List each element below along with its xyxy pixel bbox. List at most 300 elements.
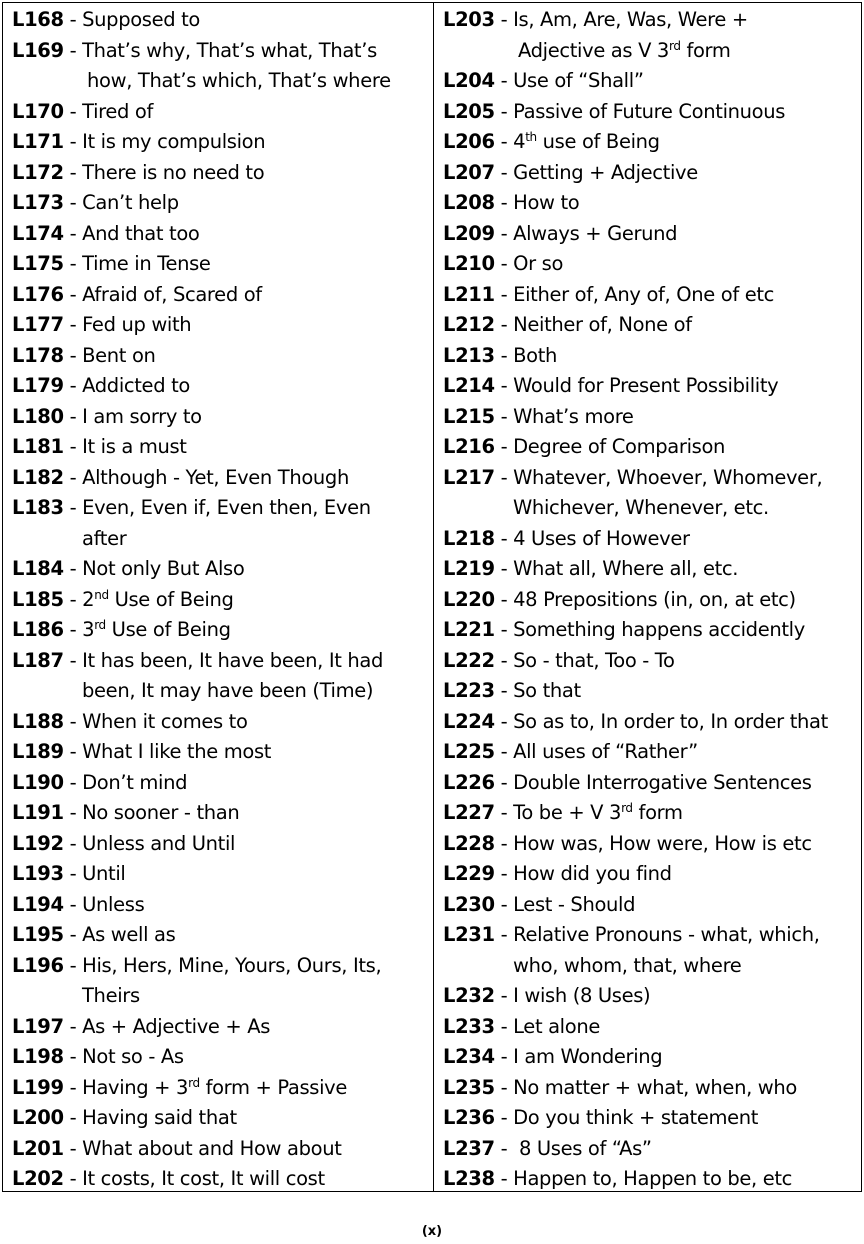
lesson-code: L185 [12, 587, 64, 611]
topic-text: 4 [513, 130, 526, 153]
topic-text: To be + V 3 [513, 801, 622, 824]
index-entry [443, 768, 861, 799]
entry-line [12, 1073, 433, 1104]
lesson-code: L235 [443, 1075, 495, 1099]
index-entry [443, 371, 861, 402]
topic-text: use of Being [536, 130, 660, 153]
lesson-code: L232 [443, 984, 495, 1007]
entry-line [12, 798, 433, 829]
entry-line [12, 737, 433, 768]
lesson-code: L183 [12, 496, 64, 519]
index-entry [443, 1164, 861, 1195]
index-entry [12, 310, 433, 341]
separator: - [63, 1136, 83, 1160]
index-entry [443, 463, 861, 524]
lesson-code: L220 [443, 587, 495, 611]
separator: - [63, 709, 83, 733]
lesson-code: L234 [443, 1045, 495, 1068]
entry-continuation-line [443, 36, 861, 67]
lesson-code: L214 [443, 374, 495, 397]
entry-line [443, 1103, 861, 1134]
entry-line [443, 646, 861, 677]
topic-text: Afraid of, Scared of [82, 282, 262, 306]
entry-line [12, 554, 433, 585]
separator: - [63, 404, 83, 428]
lesson-code: L238 [443, 1167, 495, 1190]
lesson-code: L199 [12, 1075, 64, 1099]
lesson-code: L178 [12, 343, 64, 367]
lesson-code: L211 [443, 282, 495, 306]
topic-text: All uses of “Rather” [513, 740, 698, 763]
topic-text: It costs, It cost, It will cost [82, 1167, 325, 1190]
entry-line [443, 615, 861, 646]
topic-text: How was, How were, How is etc [513, 831, 812, 855]
separator: - [63, 740, 83, 763]
index-entry [12, 1073, 433, 1104]
index-entry [443, 981, 861, 1012]
entry-line [443, 554, 861, 585]
lesson-code: L201 [12, 1136, 64, 1160]
entry-line [443, 859, 861, 890]
index-entry [12, 127, 433, 158]
topic-text: form [680, 38, 731, 62]
entry-line [443, 402, 861, 433]
index-entry [12, 737, 433, 768]
separator: - [63, 1045, 83, 1068]
lesson-code: L196 [12, 953, 64, 977]
index-entry [443, 1134, 861, 1165]
index-entry [12, 920, 433, 951]
topic-text: Whatever, Whoever, Whomever, [513, 465, 823, 489]
topic-text: Relative Pronouns - what, which, [513, 923, 820, 946]
lesson-code: L223 [443, 679, 495, 702]
index-entry [12, 585, 433, 616]
topic-text: Unless [82, 892, 145, 916]
separator: - [494, 435, 514, 458]
ordinal-suffix: nd [94, 587, 109, 602]
separator: - [494, 862, 514, 885]
topic-text: Always + Gerund [513, 221, 678, 245]
lesson-code: L224 [443, 709, 495, 733]
entry-line [12, 859, 433, 890]
separator: - [494, 343, 514, 367]
entry-line [443, 219, 861, 250]
ordinal-suffix: rd [94, 618, 106, 632]
separator: - [494, 465, 514, 489]
separator: - [63, 343, 83, 367]
entry-continuation-line [12, 676, 433, 707]
separator: - [63, 221, 83, 245]
index-entry [12, 554, 433, 585]
index-entry [443, 66, 861, 97]
lesson-code: L181 [12, 435, 64, 458]
topic-text: Something happens accidently [513, 618, 805, 641]
index-entry [12, 890, 433, 921]
index-column-left [3, 3, 434, 1191]
separator: - [63, 923, 83, 946]
entry-line [443, 798, 861, 829]
entry-line [443, 890, 861, 921]
entry-continuation-line [12, 66, 433, 97]
index-entry [12, 1164, 433, 1195]
index-entry [12, 432, 433, 463]
separator: - [494, 923, 514, 946]
topic-text: No matter + what, when, who [513, 1075, 797, 1099]
entry-line [12, 646, 433, 677]
separator: - [63, 801, 83, 824]
index-entry [443, 798, 861, 829]
entry-line [12, 951, 433, 982]
entry-line [12, 1012, 433, 1043]
lesson-code: L233 [443, 1014, 495, 1038]
index-entry [12, 188, 433, 219]
lesson-code: L229 [443, 862, 495, 885]
page-number: (x) [421, 1224, 443, 1239]
entry-line [12, 188, 433, 219]
entry-line [443, 768, 861, 799]
topic-text: It has been, It have been, It had [82, 648, 384, 672]
separator: - [494, 252, 514, 275]
index-entry [12, 1134, 433, 1165]
separator: - [494, 679, 514, 702]
lesson-code: L187 [12, 648, 64, 672]
topic-text: after [82, 526, 127, 550]
entry-line [12, 97, 433, 128]
entry-continuation-line [443, 951, 861, 982]
lesson-code: L212 [443, 313, 495, 336]
separator: - [494, 526, 514, 550]
topic-text: been, It may have been (Time) [82, 679, 374, 702]
entry-line [443, 676, 861, 707]
entry-line [12, 341, 433, 372]
topic-text: Bent on [82, 343, 156, 367]
separator: - [63, 99, 83, 123]
topic-text: Until [82, 862, 126, 885]
index-entry [12, 798, 433, 829]
entry-line [443, 371, 861, 402]
separator: - [63, 252, 83, 275]
topic-text: I wish (8 Uses) [513, 984, 651, 1007]
index-entry [443, 829, 861, 860]
entry-line [443, 432, 861, 463]
lesson-code: L168 [12, 8, 64, 31]
separator: - [63, 1014, 83, 1038]
separator: - [63, 831, 83, 855]
lesson-code: L171 [12, 130, 64, 153]
entry-line [443, 463, 861, 494]
lesson-code: L203 [443, 8, 495, 31]
lesson-code: L184 [12, 557, 64, 580]
topic-text: His, Hers, Mine, Yours, Ours, Its, [82, 953, 382, 977]
separator: - [63, 160, 83, 184]
lesson-code: L193 [12, 862, 64, 885]
separator: - [63, 8, 83, 31]
ordinal-suffix: rd [621, 801, 633, 815]
lesson-code: L216 [443, 435, 495, 458]
lesson-code: L209 [443, 221, 495, 245]
index-entry [12, 768, 433, 799]
separator: - [63, 1106, 83, 1129]
topic-text: Even, Even if, Even then, Even [82, 496, 371, 519]
index-entry [12, 463, 433, 494]
separator: - [63, 892, 83, 916]
entry-line [12, 1134, 433, 1165]
lesson-code: L170 [12, 99, 64, 123]
separator: - [63, 770, 83, 794]
entry-line [12, 280, 433, 311]
separator: - [494, 99, 514, 123]
lesson-code: L205 [443, 99, 495, 123]
topic-text: I am sorry to [82, 404, 202, 428]
separator: - [494, 770, 514, 794]
entry-line [12, 1103, 433, 1134]
topic-text: Don’t mind [82, 770, 188, 794]
lesson-code: L188 [12, 709, 64, 733]
separator: - [494, 69, 514, 92]
topic-text: Can’t help [82, 191, 179, 214]
lesson-code: L215 [443, 404, 495, 428]
topic-text: form + Passive [199, 1075, 347, 1099]
index-entry [443, 188, 861, 219]
lesson-index-table [2, 2, 862, 1192]
separator: - [494, 404, 514, 428]
lesson-code: L191 [12, 801, 64, 824]
index-entry [12, 219, 433, 250]
index-entry [443, 859, 861, 890]
index-entry [443, 1103, 861, 1134]
index-entry [12, 859, 433, 890]
topic-text: Tired of [82, 99, 154, 123]
entry-line [443, 524, 861, 555]
entry-line [12, 36, 433, 67]
topic-text: Neither of, None of [513, 313, 692, 336]
topic-text: who, whom, that, where [513, 953, 742, 977]
topic-text: 48 Prepositions (in, on, at etc) [513, 587, 796, 611]
index-entry [443, 341, 861, 372]
topic-text: Having said that [82, 1106, 237, 1129]
separator: - [494, 191, 514, 214]
separator: - [494, 1106, 514, 1129]
entry-line [12, 249, 433, 280]
index-entry [443, 158, 861, 189]
topic-text: 8 Uses of “As” [513, 1136, 652, 1160]
index-entry [443, 1042, 861, 1073]
separator: - [63, 313, 83, 336]
separator: - [494, 801, 514, 824]
index-entry [443, 920, 861, 981]
index-entry [12, 1042, 433, 1073]
index-entry [443, 97, 861, 128]
entry-line [443, 920, 861, 951]
entry-line [12, 1042, 433, 1073]
entry-line [443, 341, 861, 372]
lesson-code: L198 [12, 1045, 64, 1068]
separator: - [494, 130, 514, 153]
entry-line [12, 127, 433, 158]
topic-text: How to [513, 191, 580, 214]
entry-line [443, 585, 861, 616]
separator: - [494, 160, 514, 184]
lesson-code: L190 [12, 770, 64, 794]
lesson-code: L227 [443, 801, 495, 824]
topic-text: As + Adjective + As [82, 1014, 271, 1038]
lesson-code: L206 [443, 130, 495, 153]
separator: - [494, 313, 514, 336]
entry-line [12, 463, 433, 494]
lesson-code: L177 [12, 313, 64, 336]
index-column-right [434, 3, 861, 1191]
lesson-code: L207 [443, 160, 495, 184]
lesson-code: L197 [12, 1014, 64, 1038]
separator: - [494, 221, 514, 245]
entry-line [443, 1012, 861, 1043]
entry-line [12, 402, 433, 433]
separator: - [63, 1167, 83, 1190]
topic-text: Unless and Until [82, 831, 236, 855]
entry-line [12, 493, 433, 524]
separator: - [494, 1167, 514, 1190]
topic-text: And that too [82, 221, 200, 245]
separator: - [63, 557, 83, 580]
lesson-code: L169 [12, 38, 64, 62]
index-entry [443, 1073, 861, 1104]
topic-text: Supposed to [82, 8, 201, 31]
index-entry [12, 646, 433, 707]
lesson-code: L213 [443, 343, 495, 367]
entry-line [443, 829, 861, 860]
index-entry [12, 402, 433, 433]
lesson-code: L231 [443, 923, 495, 946]
lesson-code: L236 [443, 1106, 495, 1129]
separator: - [63, 953, 83, 977]
topic-text: How did you find [513, 862, 672, 885]
separator: - [63, 374, 83, 397]
topic-text: What I like the most [82, 740, 272, 763]
entry-line [443, 249, 861, 280]
ordinal-suffix: rd [668, 38, 681, 53]
lesson-code: L182 [12, 465, 64, 489]
separator: - [494, 587, 514, 611]
entry-continuation-line [12, 981, 433, 1012]
entry-line [443, 1134, 861, 1165]
index-entry [12, 829, 433, 860]
entry-line [443, 1042, 861, 1073]
ordinal-suffix: th [525, 130, 537, 144]
entry-line [12, 158, 433, 189]
entry-line [443, 280, 861, 311]
index-entry [443, 524, 861, 555]
topic-text: Getting + Adjective [513, 160, 698, 184]
lesson-code: L219 [443, 557, 495, 580]
separator: - [63, 862, 83, 885]
lesson-code: L186 [12, 618, 64, 641]
entry-line [443, 5, 861, 36]
lesson-code: L192 [12, 831, 64, 855]
entry-line [12, 219, 433, 250]
index-entry [443, 615, 861, 646]
separator: - [494, 984, 514, 1007]
topic-text: Would for Present Possibility [513, 374, 779, 397]
index-entry [443, 737, 861, 768]
topic-text: There is no need to [82, 160, 265, 184]
topic-text: Theirs [82, 984, 140, 1007]
entry-line [12, 432, 433, 463]
lesson-code: L195 [12, 923, 64, 946]
separator: - [63, 130, 83, 153]
topic-text: Use of Being [105, 618, 231, 641]
separator: - [494, 282, 514, 306]
separator: - [494, 374, 514, 397]
entry-line [443, 158, 861, 189]
index-entry [443, 1012, 861, 1043]
lesson-code: L204 [443, 69, 495, 92]
separator: - [63, 191, 83, 214]
separator: - [494, 892, 514, 916]
topic-text: Or so [513, 252, 564, 275]
lesson-code: L179 [12, 374, 64, 397]
lesson-code: L194 [12, 892, 64, 916]
entry-line [443, 707, 861, 738]
entry-line [443, 1073, 861, 1104]
topic-text: Lest - Should [513, 892, 636, 916]
index-entry [12, 249, 433, 280]
index-entry [443, 402, 861, 433]
entry-line [12, 1164, 433, 1195]
index-entry [443, 585, 861, 616]
separator: - [63, 587, 83, 611]
topic-text: how, That’s which, That’s where [87, 69, 391, 92]
lesson-code: L218 [443, 526, 495, 550]
topic-text: No sooner - than [82, 801, 240, 824]
index-entry [443, 707, 861, 738]
topic-text: Having + 3 [82, 1075, 189, 1099]
topic-text: Use of Being [108, 587, 234, 611]
entry-line [12, 310, 433, 341]
index-entry [443, 5, 861, 66]
entry-line [12, 920, 433, 951]
entry-line [443, 66, 861, 97]
lesson-code: L189 [12, 740, 64, 763]
entry-line [12, 585, 433, 616]
entry-line [443, 127, 861, 158]
index-entry [12, 36, 433, 97]
lesson-code: L200 [12, 1106, 64, 1129]
index-entry [443, 280, 861, 311]
separator: - [494, 1014, 514, 1038]
lesson-code: L208 [443, 191, 495, 214]
lesson-code: L226 [443, 770, 495, 794]
lesson-code: L217 [443, 465, 495, 489]
topic-text: What about and How about [82, 1136, 342, 1160]
entry-continuation-line [443, 493, 861, 524]
separator: - [494, 8, 514, 31]
separator: - [63, 648, 83, 672]
lesson-code: L230 [443, 892, 495, 916]
index-entry [443, 219, 861, 250]
lesson-code: L176 [12, 282, 64, 306]
separator: - [494, 557, 514, 580]
entry-line [12, 371, 433, 402]
topic-text: As well as [82, 923, 176, 946]
index-entry [12, 158, 433, 189]
topic-text: 3 [82, 618, 95, 641]
entry-line [12, 5, 433, 36]
separator: - [494, 740, 514, 763]
separator: - [494, 648, 514, 672]
index-entry [443, 310, 861, 341]
separator: - [63, 1075, 83, 1099]
separator: - [63, 618, 83, 641]
